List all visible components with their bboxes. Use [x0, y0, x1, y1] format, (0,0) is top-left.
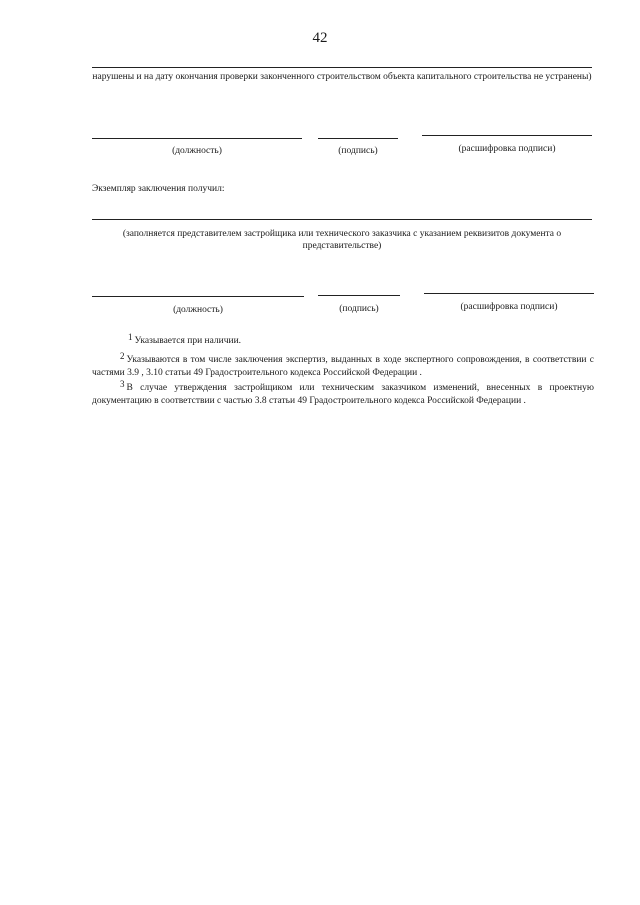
position-caption-2: (должность): [173, 305, 223, 315]
position-line-2: [92, 296, 304, 297]
signature-caption-2: (подпись): [339, 304, 379, 314]
representative-line: [92, 219, 592, 220]
footnote-text: Указываются в том числе заключения экспертиз, выданных в ходе экспертного сопровождения, в соответствии с частями 3.9 , 3.10 статьи 49 Градостроительного кодекса Российской Федерации .: [92, 355, 594, 378]
footnote-text: В случае утверждения застройщиком или техническим заказчиком изменений, внесенных в проектную документацию в соответствии с частью 3.8 статьи 49 Градостроительного кодекса Российской Федерации .: [92, 383, 594, 406]
footnote-3: [92, 378, 594, 408]
top-rule: [92, 67, 592, 68]
decoding-line-2: [424, 293, 594, 294]
decoding-caption-2: (расшифровка подписи): [460, 302, 558, 312]
position-caption-1: (должность): [172, 146, 222, 156]
decoding-caption-1: (расшифровка подписи): [458, 144, 556, 154]
decoding-line-1: [422, 135, 592, 136]
footnote-1: [92, 331, 594, 348]
received-label: Экземпляр заключения получил:: [92, 184, 225, 194]
signature-line-2: [318, 295, 400, 296]
footnote-2: [92, 350, 594, 380]
footnote-mark: 2: [120, 351, 125, 361]
top-text: нарушены и на дату окончания проверки законченного строительством объекта капитального строительства не устранены): [92, 72, 592, 82]
footnote-mark: 3: [120, 379, 125, 389]
footnote-text: Указывается при наличии.: [134, 336, 242, 346]
filled-note: (заполняется представителем застройщика или технического заказчика с указанием реквизитов документа о представительстве): [122, 229, 562, 251]
signature-caption-1: (подпись): [338, 146, 378, 156]
footnote-mark: 1: [128, 332, 133, 342]
signature-line-1: [318, 138, 398, 139]
position-line-1: [92, 138, 302, 139]
page-number: 42: [312, 30, 328, 46]
